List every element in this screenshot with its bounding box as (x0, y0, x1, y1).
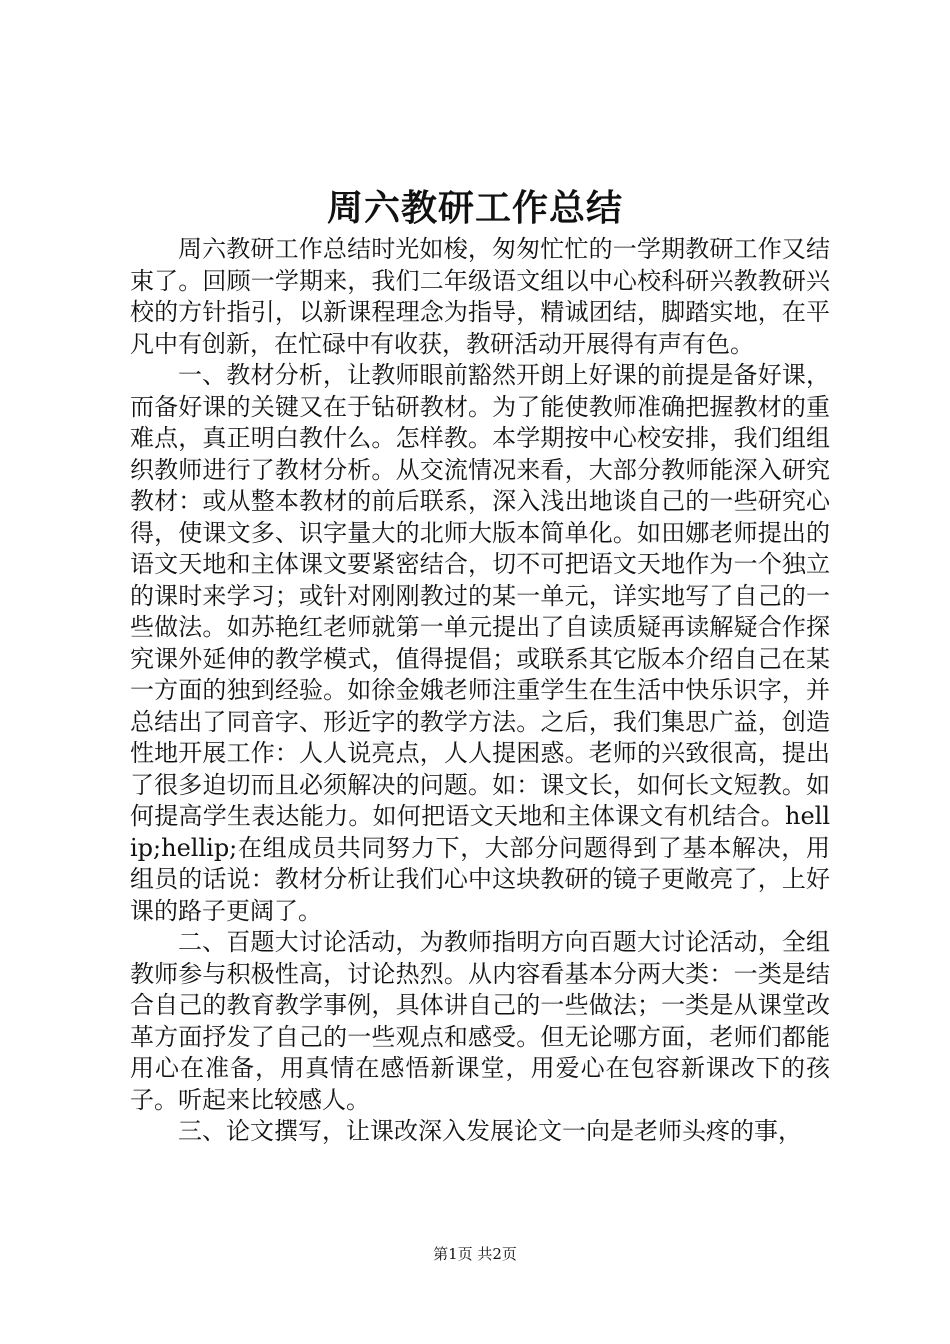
paragraph-section-2: 二、百题大讨论活动，为教师指明方向百题大讨论活动，全组教师参与积极性高，讨论热烈。从内容看基本分两大类：一类是结合自己的教育教学事例，具体讲自己的一些做法；一类是从课堂改革方面抒发了自己的一些观点和感受。但无论哪方面，老师们都能用心在准备，用真情在感悟新课堂，用爱心在包容新课改下的孩子。听起来比较感人。 (130, 928, 830, 1114)
document-title: 周六教研工作总结 (326, 187, 623, 229)
page-number-footer: 第1页 共2页 (433, 1245, 517, 1263)
paragraph-section-1: 一、教材分析，让教师眼前豁然开朗上好课的前提是备好课，而备好课的关键又在于钻研教材。为了能使教师准确把握教材的重难点，真正明白教什么。怎样教。本学期按中心校安排，我们组组织教师进行了教材分析。从交流情况来看，大部分教师能深入研究教材：或从整本教材的前后联系，深入浅出地谈自己的一些研究心得，使课文多、识字量大的北师大版本简单化。如田娜老师提出的语文天地和主体课文要紧密结合，切不可把语文天地作为一个独立的课时来学习；或针对刚刚教过的某一单元，详实地写了自己的一些做法。如苏艳红老师就第一单元提出了自读质疑再读解疑合作探究课外延伸的教学模式，值得提倡；或联系其它版本介绍自己在某一方面的独到经验。如徐金娥老师注重学生在生活中快乐识字，并总结出了同音字、形近字的教学方法。之后，我们集思广益，创造性地开展工作：人人说亮点，人人提困惑。老师的兴致很高，提出了很多迫切而且必须解决的问题。如：课文长，如何长文短教。如何提高学生表达能力。如何把语文天地和主体课文有机结合。hellip;hellip;在组成员共同努力下，大部分问题得到了基本解决，用组员的话说：教材分析让我们心中这块教研的镜子更敞亮了，上好课的路子更阔了。 (130, 361, 830, 925)
paragraph-intro: 周六教研工作总结时光如梭，匆匆忙忙的一学期教研工作又结束了。回顾一学期来，我们二年级语文组以中心校科研兴教教研兴校的方针指引，以新课程理念为指导，精诚团结，脚踏实地，在平凡中有创新，在忙碌中有收获，教研活动开展得有声有色。 (130, 235, 830, 358)
paragraph-section-3: 三、论文撰写，让课改深入发展论文一向是老师头疼的事， (178, 1117, 802, 1145)
document-body (130, 234, 830, 1148)
